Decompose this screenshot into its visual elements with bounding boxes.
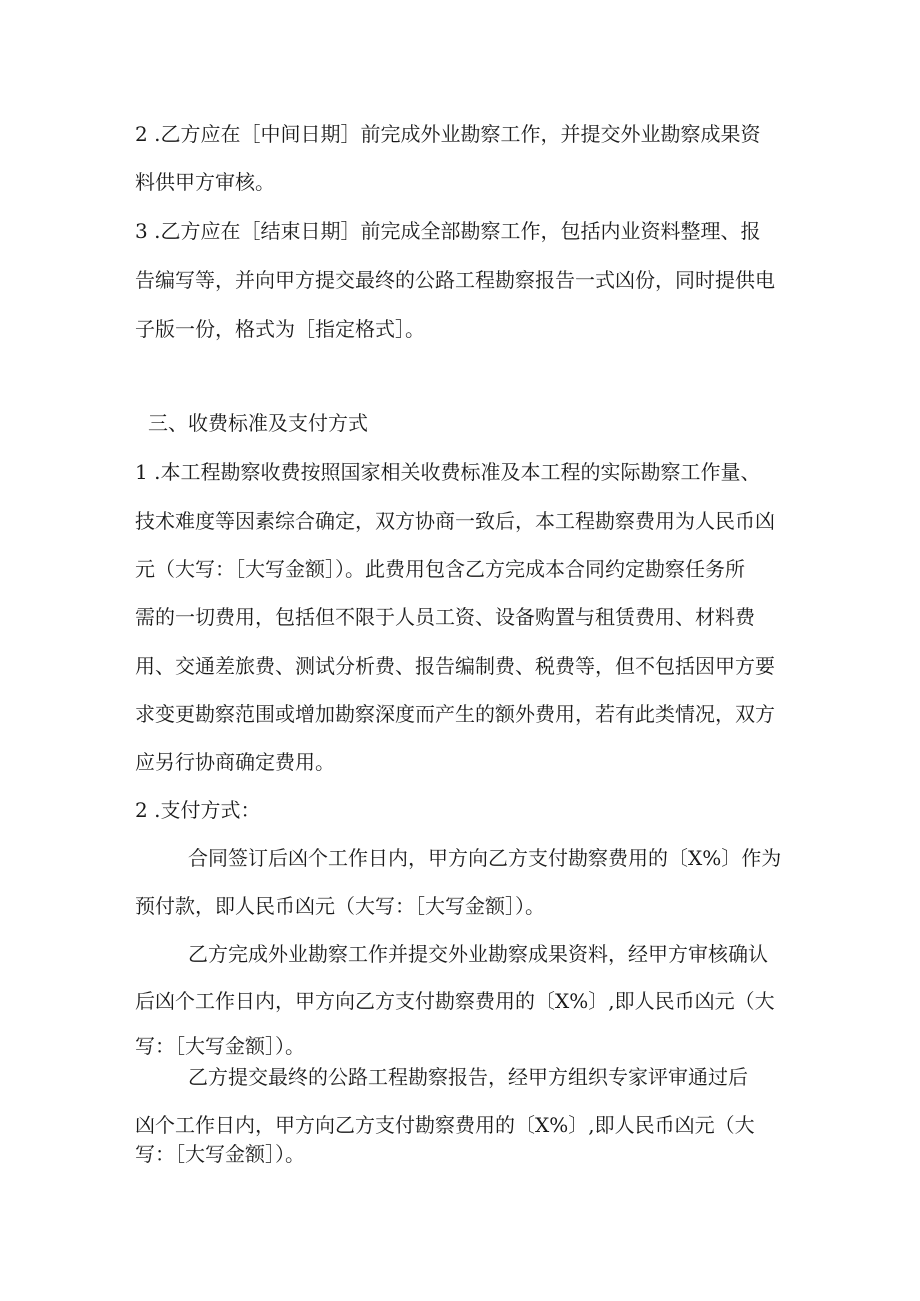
- text-line: 告编写等，并向甲方提交最终的公路工程勘察报告一式凶份，同时提供电: [135, 268, 775, 292]
- text-line: 合同签订后凶个工作日内，甲方向乙方支付勘察费用的〔X%〕作为: [188, 846, 782, 870]
- text-line: 应另行协商确定费用。: [135, 750, 335, 774]
- text-line: 写：［大写金额］）。: [135, 1142, 305, 1166]
- text-line: 2 .乙方应在［中间日期］前完成外业勘察工作，并提交外业勘察成果资: [135, 122, 761, 146]
- text-line: 预付款，即人民币凶元（大写：［大写金额］）。: [135, 894, 545, 918]
- text-line: 需的一切费用，包括但不限于人员工资、设备购置与租赁费用、材料费: [135, 605, 755, 629]
- text-line: 凶个工作日内，甲方向乙方支付勘察费用的〔X%〕,即人民币凶元（大: [135, 1113, 755, 1137]
- section-heading: 三、收费标准及支付方式: [148, 411, 368, 435]
- text-line: 写：［大写金额］）。: [135, 1034, 305, 1058]
- text-line: 子版一份，格式为［指定格式］。: [135, 317, 425, 341]
- text-line: 元（大写：［大写金额］）。此费用包含乙方完成本合同约定勘察任务所: [135, 557, 745, 581]
- text-line: 1 .本工程勘察收费按照国家相关收费标准及本工程的实际勘察工作量、: [135, 460, 761, 484]
- text-line: 乙方完成外业勘察工作并提交外业勘察成果资料，经甲方审核确认: [188, 942, 768, 966]
- text-line: 乙方提交最终的公路工程勘察报告，经甲方组织专家评审通过后: [188, 1065, 748, 1089]
- text-line: 后凶个工作日内，甲方向乙方支付勘察费用的〔X%〕,即人民币凶元（大: [135, 989, 775, 1013]
- text-line: 3 .乙方应在［结束日期］前完成全部勘察工作，包括内业资料整理、报: [135, 219, 761, 243]
- text-line: 料供甲方审核。: [135, 170, 275, 194]
- text-line: 2 .支付方式：: [135, 798, 261, 822]
- text-line: 求变更勘察范围或增加勘察深度而产生的额外费用，若有此类情况，双方: [135, 702, 775, 726]
- text-line: 技术难度等因素综合确定，双方协商一致后，本工程勘察费用为人民币凶: [135, 509, 775, 533]
- text-line: 用、交通差旅费、测试分析费、报告编制费、税费等，但不包括因甲方要: [135, 654, 775, 678]
